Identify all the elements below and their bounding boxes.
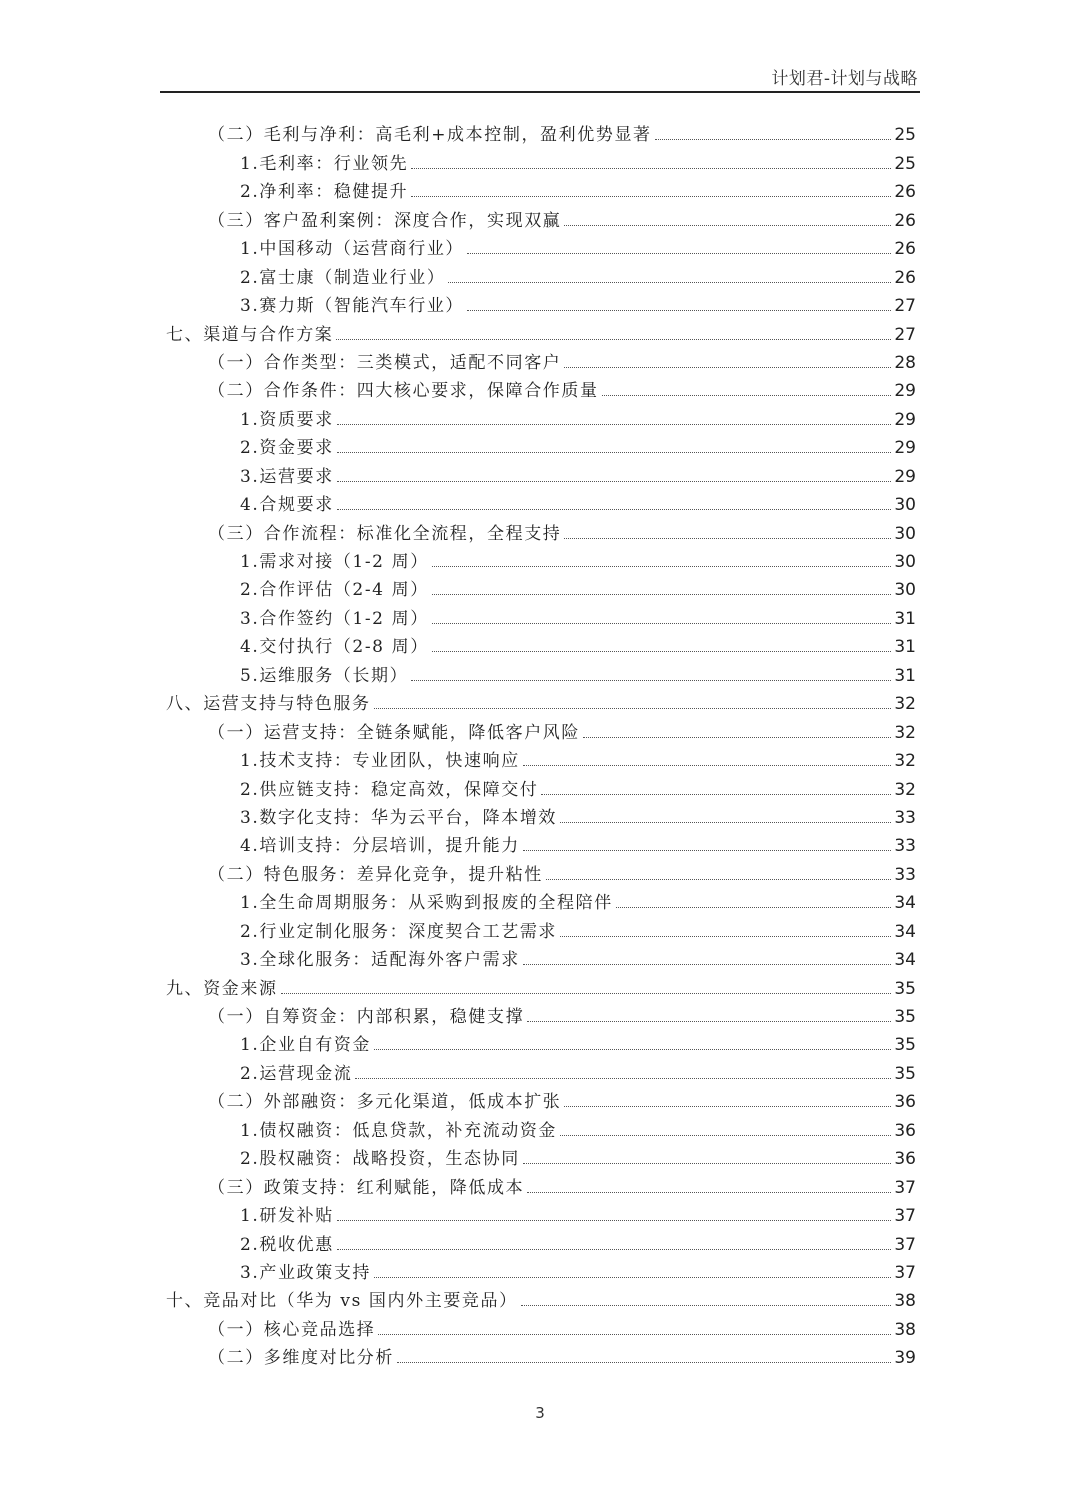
- toc-dot-leader: [378, 1334, 891, 1335]
- toc-entry-label: 1.全生命周期服务：从采购到报废的全程陪伴: [240, 893, 613, 914]
- toc-entry-page: 37: [894, 1206, 916, 1227]
- toc-dot-leader: [546, 879, 892, 880]
- toc-entry-page: 36: [894, 1092, 916, 1113]
- toc-entry-label: 九、资金来源: [166, 978, 278, 999]
- toc-dot-leader: [564, 1106, 891, 1107]
- toc-entry[interactable]: [160, 999, 920, 1027]
- toc-entry[interactable]: [160, 743, 920, 771]
- toc-entry-page: 31: [894, 637, 916, 658]
- toc-entry[interactable]: [160, 401, 920, 429]
- toc-entry-label: 1.企业自有资金: [240, 1035, 372, 1056]
- toc-entry-label: 1.中国移动（运营商行业）: [240, 239, 465, 260]
- toc-entry-page: 32: [894, 751, 916, 772]
- toc-dot-leader: [337, 1220, 892, 1221]
- toc-entry-label: 3.合作签约（1-2 周）: [240, 608, 429, 629]
- toc-dot-leader: [337, 452, 892, 453]
- toc-entry[interactable]: [160, 1141, 920, 1169]
- toc-entry-page: 29: [894, 381, 916, 402]
- toc-dot-leader: [281, 993, 892, 994]
- toc-entry[interactable]: [160, 771, 920, 799]
- toc-entry-label: （二）外部融资：多元化渠道，低成本扩张: [208, 1092, 562, 1113]
- toc-entry-label: （一）运营支持：全链条赋能，降低客户风险: [208, 722, 580, 743]
- toc-entry-page: 30: [894, 580, 916, 601]
- toc-dot-leader: [411, 680, 891, 681]
- toc-entry-label: （一）自筹资金：内部积累，稳健支撑: [208, 1007, 525, 1027]
- toc-dot-leader: [337, 1249, 892, 1250]
- toc-dot-leader: [448, 282, 891, 283]
- toc-entry-page: 25: [894, 153, 916, 174]
- toc-entry-page: 37: [894, 1262, 916, 1283]
- table-of-contents: [160, 117, 920, 1368]
- toc-dot-leader: [527, 1021, 891, 1022]
- toc-entry-page: 30: [894, 523, 916, 544]
- toc-entry[interactable]: [160, 259, 920, 287]
- toc-entry-label: （二）多维度对比分析: [208, 1348, 394, 1369]
- toc-entry[interactable]: [160, 1055, 920, 1083]
- toc-dot-leader: [564, 538, 891, 539]
- toc-entry-label: 1.需求对接（1-2 周）: [240, 552, 429, 572]
- toc-dot-leader: [374, 1049, 891, 1050]
- toc-entry-page: 38: [894, 1319, 916, 1340]
- toc-entry-label: 2.税收优惠: [240, 1234, 334, 1255]
- toc-entry-label: （一）合作类型：三类模式，适配不同客户: [208, 352, 562, 373]
- toc-entry-page: 31: [894, 608, 916, 629]
- toc-dot-leader: [397, 1362, 891, 1363]
- toc-dot-leader: [467, 310, 891, 311]
- toc-entry[interactable]: [160, 1169, 920, 1197]
- toc-dot-leader: [616, 907, 892, 908]
- toc-dot-leader: [523, 964, 892, 965]
- toc-entry-page: 32: [894, 694, 916, 715]
- toc-entry[interactable]: [160, 686, 920, 714]
- toc-entry[interactable]: [160, 885, 920, 913]
- toc-entry[interactable]: [160, 1198, 920, 1226]
- toc-entry-page: 37: [894, 1234, 916, 1255]
- toc-entry[interactable]: [160, 373, 920, 401]
- toc-entry-label: （三）客户盈利案例：深度合作，实现双赢: [208, 210, 562, 231]
- toc-entry[interactable]: [160, 202, 920, 230]
- toc-entry-label: 2.供应链支持：稳定高效，保障交付: [240, 779, 539, 800]
- toc-dot-leader: [355, 1078, 891, 1079]
- toc-dot-leader: [337, 509, 892, 510]
- toc-dot-leader: [564, 225, 891, 226]
- toc-entry-page: 38: [894, 1291, 916, 1312]
- toc-dot-leader: [337, 424, 892, 425]
- toc-entry[interactable]: [160, 231, 920, 259]
- toc-entry-label: 1.技术支持：专业团队，快速响应: [240, 751, 520, 772]
- toc-entry[interactable]: [160, 714, 920, 742]
- toc-entry-label: 2.合作评估（2-4 周）: [240, 580, 429, 601]
- toc-entry[interactable]: [160, 487, 920, 515]
- toc-entry-page: 29: [894, 409, 916, 430]
- toc-entry[interactable]: [160, 1084, 920, 1112]
- toc-entry-page: 26: [894, 267, 916, 288]
- toc-dot-leader: [467, 253, 891, 254]
- toc-entry-label: 5.运维服务（长期）: [240, 665, 409, 686]
- toc-entry-label: 3.赛力斯（智能汽车行业）: [240, 296, 465, 317]
- toc-entry-label: 1.资质要求: [240, 409, 334, 430]
- toc-entry-label: 2.资金要求: [240, 438, 334, 459]
- toc-entry[interactable]: [160, 856, 920, 884]
- toc-entry[interactable]: [160, 316, 920, 344]
- toc-entry[interactable]: [160, 1226, 920, 1254]
- toc-entry[interactable]: [160, 1340, 920, 1368]
- toc-dot-leader: [523, 850, 892, 851]
- toc-entry-label: 4.合规要求: [240, 495, 334, 516]
- toc-entry-page: 29: [894, 466, 916, 487]
- toc-entry-label: 4.交付执行（2-8 周）: [240, 637, 429, 658]
- toc-entry[interactable]: [160, 572, 920, 600]
- toc-entry[interactable]: [160, 430, 920, 458]
- toc-dot-leader: [521, 1305, 892, 1306]
- toc-entry[interactable]: [160, 345, 920, 373]
- toc-entry-label: 1.毛利率：行业领先: [240, 153, 409, 174]
- toc-entry[interactable]: [160, 1255, 920, 1283]
- toc-entry-page: 30: [894, 552, 916, 572]
- toc-entry[interactable]: [160, 117, 920, 145]
- toc-entry-label: 2.运营现金流: [240, 1063, 353, 1084]
- toc-entry[interactable]: [160, 1027, 920, 1055]
- toc-entry[interactable]: [160, 1311, 920, 1339]
- toc-entry[interactable]: [160, 1112, 920, 1140]
- toc-entry-page: 35: [894, 1007, 916, 1027]
- toc-entry-page: 34: [894, 950, 916, 971]
- toc-entry-page: 33: [894, 864, 916, 885]
- toc-entry-page: 26: [894, 239, 916, 260]
- toc-dot-leader: [523, 765, 892, 766]
- toc-entry[interactable]: [160, 174, 920, 202]
- toc-entry-page: 25: [894, 125, 916, 146]
- toc-entry-page: 36: [894, 1149, 916, 1170]
- toc-entry[interactable]: [160, 600, 920, 628]
- toc-entry-label: 4.培训支持：分层培训，提升能力: [240, 836, 520, 857]
- toc-dot-leader: [411, 196, 891, 197]
- toc-entry-label: 十、竞品对比（华为 vs 国内外主要竞品）: [166, 1291, 518, 1312]
- toc-dot-leader: [432, 566, 892, 567]
- toc-entry-page: 35: [894, 978, 916, 999]
- toc-entry-label: （三）政策支持：红利赋能，降低成本: [208, 1177, 525, 1198]
- toc-entry-page: 29: [894, 438, 916, 459]
- toc-entry[interactable]: [160, 828, 920, 856]
- toc-entry[interactable]: [160, 913, 920, 941]
- toc-dot-leader: [374, 708, 892, 709]
- toc-entry-page: 27: [894, 324, 916, 345]
- toc-entry-page: 35: [894, 1063, 916, 1084]
- toc-dot-leader: [337, 481, 892, 482]
- toc-entry-page: 34: [894, 921, 916, 942]
- toc-entry[interactable]: [160, 657, 920, 685]
- toc-entry-page: 39: [894, 1348, 916, 1369]
- toc-entry-label: 2.净利率：稳健提升: [240, 182, 409, 203]
- toc-entry-label: 2.股权融资：战略投资，生态协同: [240, 1149, 520, 1170]
- toc-entry[interactable]: [160, 145, 920, 173]
- toc-dot-leader: [583, 737, 891, 738]
- toc-entry[interactable]: [160, 544, 920, 572]
- toc-dot-leader: [527, 1192, 891, 1193]
- toc-entry[interactable]: [160, 515, 920, 543]
- toc-entry-page: 30: [894, 495, 916, 516]
- toc-dot-leader: [432, 651, 892, 652]
- toc-entry-label: 八、运营支持与特色服务: [166, 694, 371, 715]
- toc-entry-page: 32: [894, 722, 916, 743]
- toc-entry[interactable]: [160, 1283, 920, 1311]
- toc-entry-page: 32: [894, 779, 916, 800]
- toc-entry-label: （二）毛利与净利：高毛利+成本控制，盈利优势显著: [208, 125, 652, 146]
- toc-entry[interactable]: [160, 288, 920, 316]
- page-number: 3: [535, 1404, 545, 1422]
- toc-dot-leader: [564, 367, 891, 368]
- toc-dot-leader: [541, 794, 891, 795]
- toc-entry-page: 37: [894, 1177, 916, 1198]
- toc-entry-label: 3.运营要求: [240, 466, 334, 487]
- toc-entry-label: 1.研发补贴: [240, 1206, 334, 1227]
- toc-entry-label: 3.数字化支持：华为云平台，降本增效: [240, 807, 558, 828]
- toc-entry-page: 28: [894, 352, 916, 373]
- toc-dot-leader: [336, 339, 891, 340]
- toc-dot-leader: [602, 395, 892, 396]
- toc-entry-page: 33: [894, 807, 916, 828]
- toc-entry-page: 31: [894, 665, 916, 686]
- toc-entry-label: （二）特色服务：差异化竞争，提升粘性: [208, 864, 543, 885]
- toc-entry-page: 26: [894, 182, 916, 203]
- toc-entry[interactable]: [160, 629, 920, 657]
- toc-dot-leader: [374, 1277, 891, 1278]
- toc-entry[interactable]: [160, 458, 920, 486]
- toc-entry[interactable]: [160, 970, 920, 998]
- header-title: 计划君-计划与战略: [771, 69, 918, 89]
- toc-dot-leader: [432, 623, 892, 624]
- toc-dot-leader: [655, 139, 892, 140]
- toc-entry-page: 34: [894, 893, 916, 914]
- toc-dot-leader: [560, 936, 891, 937]
- toc-dot-leader: [432, 594, 892, 595]
- toc-entry-label: 七、渠道与合作方案: [166, 324, 334, 345]
- toc-entry-label: 3.产业政策支持: [240, 1262, 372, 1283]
- toc-dot-leader: [411, 168, 891, 169]
- toc-entry-label: （一）核心竞品选择: [208, 1319, 376, 1340]
- toc-entry[interactable]: [160, 942, 920, 970]
- toc-entry-page: 36: [894, 1120, 916, 1141]
- toc-entry[interactable]: [160, 800, 920, 828]
- toc-entry-label: 1.债权融资：低息贷款，补充流动资金: [240, 1120, 558, 1141]
- header-divider: [160, 91, 920, 93]
- toc-dot-leader: [523, 1163, 892, 1164]
- toc-dot-leader: [560, 822, 891, 823]
- toc-entry-label: 2.行业定制化服务：深度契合工艺需求: [240, 921, 558, 942]
- toc-entry-label: 2.富士康（制造业行业）: [240, 267, 446, 288]
- toc-entry-label: （三）合作流程：标准化全流程，全程支持: [208, 523, 562, 544]
- toc-entry-page: 35: [894, 1035, 916, 1056]
- toc-entry-label: 3.全球化服务：适配海外客户需求: [240, 950, 520, 971]
- toc-entry-label: （二）合作条件：四大核心要求，保障合作质量: [208, 381, 599, 402]
- toc-dot-leader: [560, 1135, 891, 1136]
- toc-entry-page: 26: [894, 210, 916, 231]
- toc-entry-page: 33: [894, 836, 916, 857]
- toc-entry-page: 27: [894, 296, 916, 317]
